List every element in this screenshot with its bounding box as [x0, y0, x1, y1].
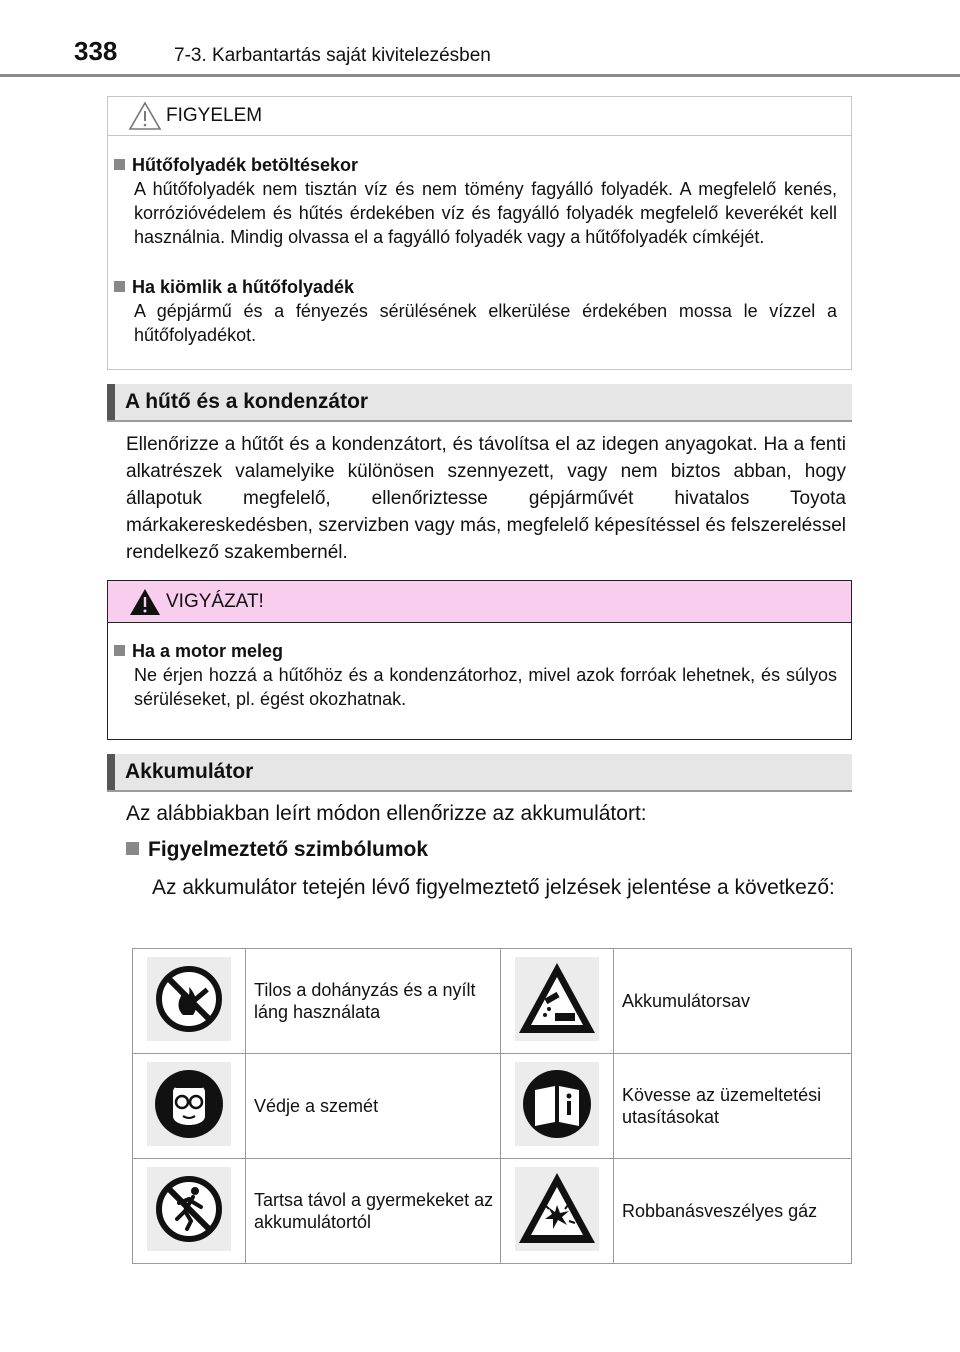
- section-bar: [107, 384, 115, 420]
- table-row: [133, 1159, 852, 1264]
- icon-cell: [133, 1054, 246, 1159]
- page-header: [0, 0, 960, 78]
- section-header-radiator: [107, 384, 852, 422]
- symbol-label: Védje a szemét: [246, 1054, 501, 1159]
- bullet-square-icon: [126, 842, 139, 855]
- caution-item-text: Ne érjen hozzá a hűtőhöz és a kondenzátorhoz, mivel azok forróak lehetnek, és súlyos sérüléseket, pl. égést okozhatnak.: [134, 665, 837, 709]
- caution-box-header: [108, 581, 851, 623]
- caution-box: [107, 580, 852, 740]
- icon-cell: [133, 1159, 246, 1264]
- keep-children-away-icon: [147, 1167, 231, 1251]
- section-header-battery: [107, 754, 852, 792]
- caution-item: [114, 639, 837, 711]
- bullet-square-icon: [114, 281, 125, 292]
- header-rule: [0, 74, 960, 77]
- warning-triangle-icon: [128, 101, 162, 131]
- section-title: A hűtő és a kondenzátor: [125, 390, 369, 413]
- warning-item: [114, 275, 837, 347]
- radiator-paragraph: Ellenőrizze a hűtőt és a kondenzátort, és távolítsa el az idegen anyagokat. Ha a fenti alkatrészek valamelyike különösen szennyezett, vagy nem biztos abban, hogy állapotuk megfelelő, ellenőriztesse gépjárművét hivatalos Toyota márkakereskedésben, szervizben vagy más, megfelelő képesítéssel és felszereléssel rendelkező szakembernél.: [126, 434, 846, 563]
- icon-cell: [501, 1054, 614, 1159]
- warning-item-title: Hűtőfolyadék betöltésekor: [114, 153, 837, 177]
- subsection-text: Az akkumulátor tetején lévő figyelmeztető jelzések jelentése a következő:: [152, 876, 835, 899]
- warning-item-text: A gépjármű és a fényezés sérülésének elkerülése érdekében mossa le vízzel a hűtőfolyadékot.: [134, 301, 837, 345]
- icon-cell: [133, 949, 246, 1054]
- subsection-title: Figyelmeztető szimbólumok: [126, 838, 428, 862]
- warning-box-header: [108, 97, 851, 136]
- table-row: [133, 1054, 852, 1159]
- warning-box: [107, 96, 852, 370]
- bullet-square-icon: [114, 645, 125, 656]
- symbol-label: Robbanásveszélyes gáz: [614, 1159, 852, 1264]
- warning-box-title: FIGYELEM: [166, 105, 263, 126]
- caution-item-title: Ha a motor meleg: [114, 639, 837, 663]
- symbol-label: Kövesse az üzemeltetési utasításokat: [614, 1054, 852, 1159]
- symbol-label: Tilos a dohányzás és a nyílt láng használata: [246, 949, 501, 1054]
- bullet-square-icon: [114, 159, 125, 170]
- icon-cell: [501, 949, 614, 1054]
- manual-icon: [515, 1062, 599, 1146]
- warning-symbols-table: [132, 948, 852, 1264]
- page-number: 338: [74, 36, 118, 66]
- no-smoking-icon: [147, 957, 231, 1041]
- symbol-label: Tartsa távol a gyermekeket az akkumulátortól: [246, 1159, 501, 1264]
- warning-item: [114, 153, 837, 249]
- symbol-label: Akkumulátorsav: [614, 949, 852, 1054]
- battery-intro: Az alábbiakban leírt módon ellenőrizze az akkumulátort:: [126, 802, 647, 825]
- icon-cell: [501, 1159, 614, 1264]
- battery-acid-icon: [515, 957, 599, 1041]
- warning-item-title: Ha kiömlik a hűtőfolyadék: [114, 275, 837, 299]
- section-bar: [107, 754, 115, 790]
- explosive-gas-icon: [515, 1167, 599, 1251]
- table-row: [133, 949, 852, 1054]
- caution-box-title: VIGYÁZAT!: [166, 591, 264, 612]
- warning-item-text: A hűtőfolyadék nem tisztán víz és nem tömény fagyálló folyadék. A megfelelő kenés, korrózióvédelem és hűtés érdekében víz és fagyálló folyadék megfelelő keverékét kell használnia. Mindig olvassa el a fagyálló folyadék vagy a hűtőfolyadék címkéjét.: [134, 179, 837, 247]
- section-title: Akkumulátor: [125, 760, 254, 783]
- eye-protection-icon: [147, 1062, 231, 1146]
- caution-triangle-icon: [128, 587, 162, 617]
- chapter-title: 7-3. Karbantartás saját kivitelezésben: [174, 45, 491, 66]
